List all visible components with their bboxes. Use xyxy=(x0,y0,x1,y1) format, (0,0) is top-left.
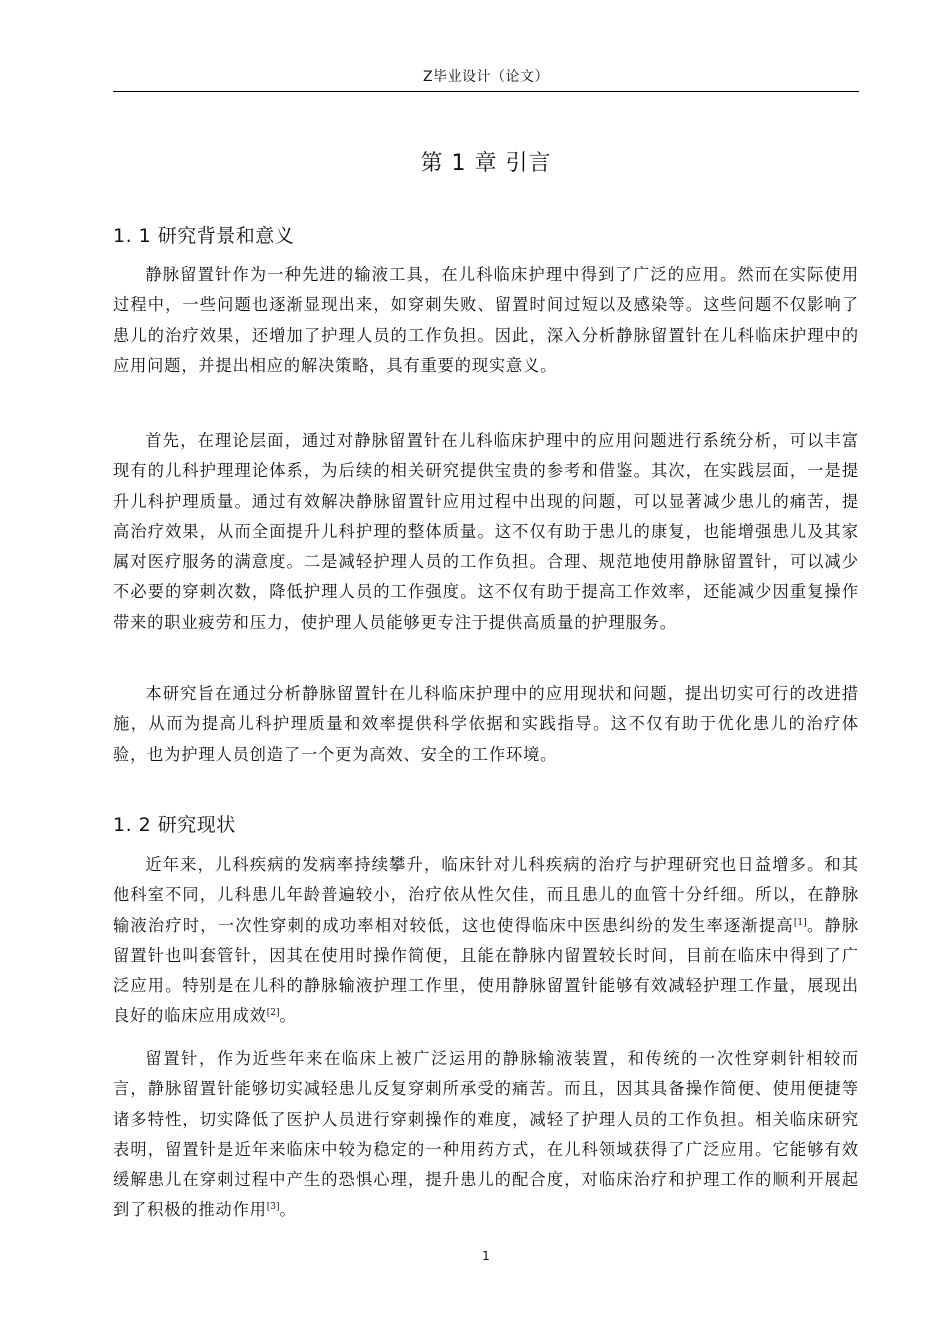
citation-1: [1] xyxy=(793,917,807,928)
paragraph xyxy=(113,1044,859,1226)
paragraph-text: 近年来，儿科疾病的发病率持续攀升，临床针对儿科疾病的治疗与护理研究也日益增多。和其他科室不同，儿科患儿年龄普遍较小，治疗依从性欠佳，而且患儿的血管十分纤细。所以，在静脉输液治疗时，一次性穿刺的成功率相对较低，这也使得临床中医患纠纷的发生率逐渐提高 xyxy=(113,855,859,935)
paragraph: 本研究旨在通过分析静脉留置针在儿科临床护理中的应用现状和问题，提出切实可行的改进措施，从而为提高儿科护理质量和效率提供科学依据和实践指导。这不仅有助于优化患儿的治疗体验，也为护理人员创造了一个更为高效、安全的工作环境。 xyxy=(113,684,859,764)
paragraph-text: 。 xyxy=(279,1200,297,1220)
running-header: Z毕业设计（论文） xyxy=(422,69,550,85)
paragraph-text: 留置针，作为近些年来在临床上被广泛运用的静脉输液装置，和传统的一次性穿刺针相较而言，静脉留置针能够切实减轻患儿反复穿刺所承受的痛苦。而且，因其具备操作简便、使用便捷等诸多特性，切实降低了医护人员进行穿刺操作的难度，减轻了护理人员的工作负担。相关临床研究表明，留置针是近年来临床中较为稳定的一种用药方式，在儿科领域获得了广泛应用。它能够有效缓解患儿在穿刺过程中产生的恐惧心理，提升患儿的配合度，对临床治疗和护理工作的顺利开展起到了积极的推动作用 xyxy=(113,1049,859,1220)
paragraph-text: 。静脉留置针也叫套管针，因其在使用时操作简便，且能在静脉内留置较长时间，目前在临床中得到了广泛应用。特别是在儿科的静脉输液护理工作里，使用静脉留置针能够有效减轻护理工作量，展现出良好的临床应用成效 xyxy=(113,915,859,1026)
citation-2: [2] xyxy=(266,1008,280,1019)
section-heading-1-1: 1. 1 研究背景和意义 xyxy=(113,225,295,247)
page-number: 1 xyxy=(482,1249,490,1263)
header-divider xyxy=(113,91,859,92)
paragraph: 首先，在理论层面，通过对静脉留置针在儿科临床护理中的应用问题进行系统分析，可以丰富现有的儿科护理理论体系，为后续的相关研究提供宝贵的参考和借鉴。其次，在实践层面，一是提升儿科护理质量。通过有效解决静脉留置针应用过程中出现的问题，可以显著减少患儿的痛苦，提高治疗效果，从而全面提升儿科护理的整体质量。这不仅有助于患儿的康复，也能增强患儿及其家属对医疗服务的满意度。二是减轻护理人员的工作负担。合理、规范地使用静脉留置针，可以减少不必要的穿刺次数，降低护理人员的工作强度。这不仅有助于提高工作效率，还能减少因重复操作带来的职业疲劳和压力，使护理人员能够更专注于提供高质量的护理服务。 xyxy=(113,431,859,632)
chapter-title: 第 1 章 引言 xyxy=(420,151,552,176)
citation-3: [3] xyxy=(266,1202,280,1213)
section-heading-1-2: 1. 2 研究现状 xyxy=(113,814,236,836)
paragraph-text: 。 xyxy=(279,1006,297,1026)
paragraph xyxy=(113,850,859,1032)
paragraph: 静脉留置针作为一种先进的输液工具，在儿科临床护理中得到了广泛的应用。然而在实际使用过程中，一些问题也逐渐显现出来，如穿刺失败、留置时间过短以及感染等。这些问题不仅影响了患儿的治疗效果，还增加了护理人员的工作负担。因此，深入分析静脉留置针在儿科临床护理中的应用问题，并提出相应的解决策略，具有重要的现实意义。 xyxy=(113,265,859,375)
